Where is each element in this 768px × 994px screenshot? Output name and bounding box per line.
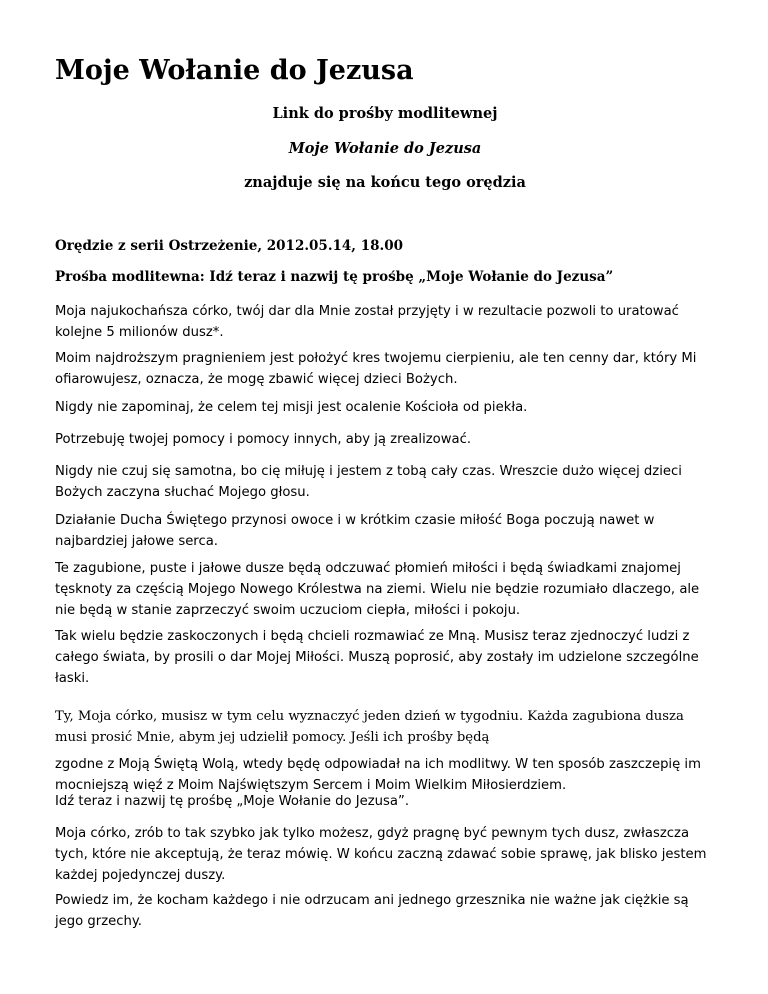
paragraph-10: zgodne z Moją Świętą Wolą, wtedy będę odpowiadał na ich modlitwy. W ten sposób zaszczepię im mocniejszą więź z Moim Najświętszym Sercem i Moim Wielkim Miłosierdziem. <box>55 757 701 793</box>
paragraph-4: Potrzebuję twojej pomocy i pomocy innych, aby ją zrealizować. <box>55 432 472 447</box>
paragraph-6: Działanie Ducha Świętego przynosi owoce i w krótkim czasie miłość Boga poczują nawet w najbardziej jałowe serca. <box>55 513 655 549</box>
paragraph-9: Ty, Moja córko, musisz w tym celu wyznaczyć jeden dzień w tygodniu. Każda zagubiona dusza musi prosić Mnie, abym jej udzielił pomocy. Jeśli ich prośby będą <box>55 709 684 745</box>
paragraph-8: Tak wielu będzie zaskoczonych i będą chcieli rozmawiać ze Mną. Musisz teraz zjednoczyć ludzi z całego świata, by prosili o dar Mojej Miłości. Muszą poprosić, aby zostały im udzielone szczególne łaski. <box>55 629 699 686</box>
paragraph-13: Powiedz im, że kocham każdego i nie odrzucam ani jednego grzesznika nie ważne jak ciężkie są jego grzechy. <box>55 893 689 929</box>
prayer-request-heading: Prośba modlitewna: Idź teraz i nazwij tę prośbę „Moje Wołanie do Jezusa” <box>55 269 614 285</box>
intro-line-prayer-name: Moje Wołanie do Jezusa <box>288 140 482 157</box>
paragraph-1: Moja najukochańsza córko, twój dar dla Mnie został przyjęty i w rezultacie pozwoli to uratować kolejne 5 milionów dusz*. <box>55 304 679 340</box>
document-title: Moje Wołanie do Jezusa <box>55 55 414 86</box>
intro-line-link: Link do prośby modlitewnej <box>272 105 498 122</box>
paragraph-7: Te zagubione, puste i jałowe dusze będą odczuwać płomień miłości i będą świadkami znajomej tęsknoty za częścią Mojego Nowego Królestwa na ziemi. Wielu nie będzie rozumiało dlaczego, ale nie będą w stanie zaprzeczyć swoim uczuciom ciepła, miłości i pokoju. <box>55 561 700 618</box>
paragraph-11: Idź teraz i nazwij tę prośbę „Moje Wołanie do Jezusa”. <box>55 794 410 809</box>
paragraph-2: Moim najdroższym pragnieniem jest położyć kres twojemu cierpieniu, ale ten cenny dar, który Mi ofiarowujesz, oznacza, że mogę zbawić więcej dzieci Bożych. <box>55 351 697 387</box>
message-series-heading: Orędzie z serii Ostrzeżenie, 2012.05.14, 18.00 <box>55 238 403 254</box>
paragraph-5: Nigdy nie czuj się samotna, bo cię miłuję i jestem z tobą cały czas. Wreszcie dużo więcej dzieci Bożych zaczyna słuchać Mojego głosu. <box>55 464 682 500</box>
paragraph-12: Moja córko, zrób to tak szybko jak tylko możesz, gdyż pragnę być pewnym tych dusz, zwłaszcza tych, które nie akceptują, że teraz mówię. W końcu zaczną zdawać sobie sprawę, jak blisko jestem każdej pojedynczej duszy. <box>55 826 707 883</box>
paragraph-3: Nigdy nie zapominaj, że celem tej misji jest ocalenie Kościoła od piekła. <box>55 400 528 415</box>
intro-line-location: znajduje się na końcu tego orędzia <box>244 174 526 191</box>
